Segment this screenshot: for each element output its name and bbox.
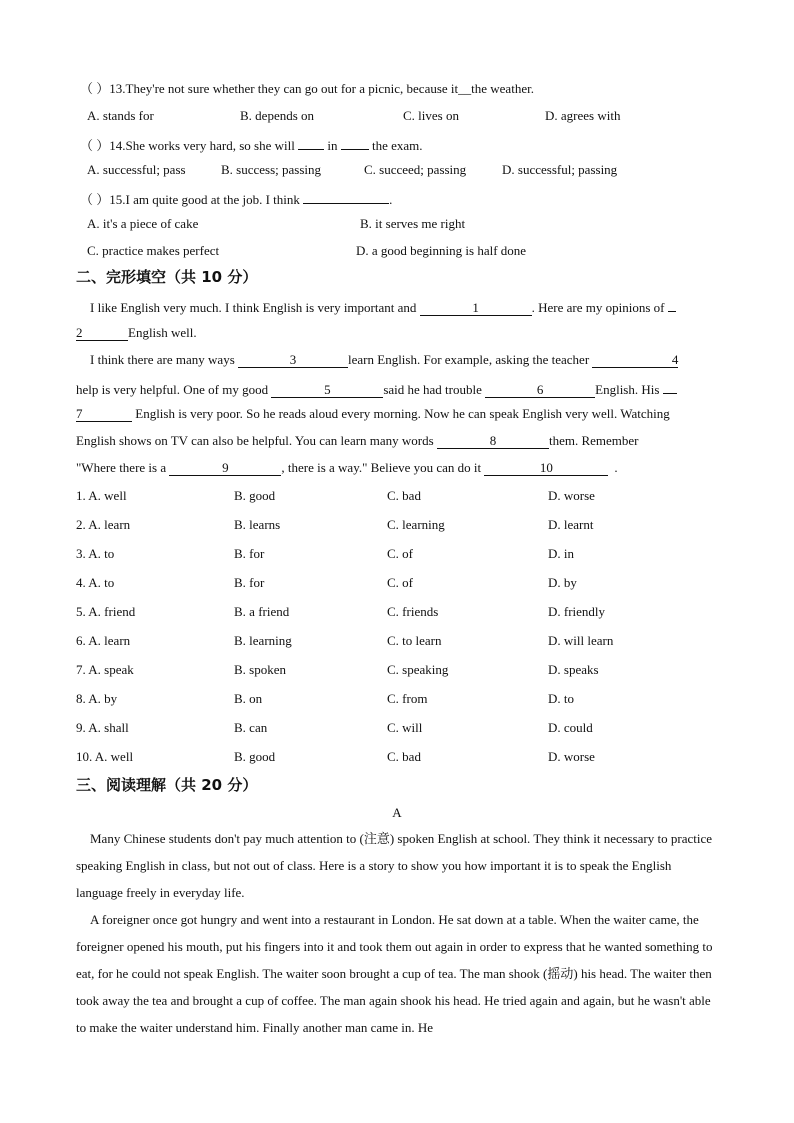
cloze-option-3-c[interactable]: C. of bbox=[387, 546, 413, 561]
passage-text: said he had trouble bbox=[383, 382, 486, 397]
blank-6[interactable]: 6 bbox=[485, 383, 595, 398]
cloze-line bbox=[90, 352, 678, 368]
cloze-option-8-b[interactable]: B. on bbox=[234, 691, 263, 706]
option-14-d[interactable]: D. successful; passing bbox=[502, 162, 618, 177]
passage-text: English is very poor. So he reads aloud every morning. Now he can speak English very well. Watching bbox=[132, 406, 670, 421]
cloze-line bbox=[76, 325, 197, 341]
option-15-b[interactable]: B. it serves me right bbox=[360, 216, 466, 231]
reading-paragraph-1: Many Chinese students don't pay much attention to (注意) spoken English at school. They think it necessary to practice speaking English in class, but not out of class. Here is a story to show you how important it is to speak the English language freely in everyday life. bbox=[76, 831, 713, 900]
cloze-line bbox=[76, 433, 638, 449]
option-14-a[interactable]: A. successful; pass bbox=[87, 162, 186, 177]
question-stem: 15.I am quite good at the job. I think bbox=[109, 192, 304, 207]
blank-2[interactable]: 2 bbox=[76, 326, 128, 341]
cloze-option-6-c[interactable]: C. to learn bbox=[387, 633, 442, 648]
answer-paren[interactable]: （ ） bbox=[80, 81, 110, 96]
section-heading-reading: 三、阅读理解（共 20 分） bbox=[76, 776, 258, 794]
blank-7[interactable]: 7 bbox=[76, 407, 132, 422]
cloze-option-8-a[interactable]: 8. A. by bbox=[76, 691, 118, 706]
blank-5[interactable]: 5 bbox=[271, 383, 383, 398]
cloze-option-7-c[interactable]: C. speaking bbox=[387, 662, 449, 677]
cloze-option-5-c[interactable]: C. friends bbox=[387, 604, 439, 619]
cloze-option-1-c[interactable]: C. bad bbox=[387, 488, 421, 503]
question-stem: 14.She works very hard, so she will bbox=[109, 138, 299, 153]
cloze-option-1-b[interactable]: B. good bbox=[234, 488, 276, 503]
passage-label: A bbox=[392, 805, 402, 820]
option-15-c[interactable]: C. practice makes perfect bbox=[87, 243, 220, 258]
blank-9[interactable]: 9 bbox=[169, 461, 281, 476]
cloze-option-10-c[interactable]: C. bad bbox=[387, 749, 421, 764]
cloze-option-5-a[interactable]: 5. A. friend bbox=[76, 604, 136, 619]
question-15 bbox=[80, 189, 392, 208]
cloze-option-7-a[interactable]: 7. A. speak bbox=[76, 662, 134, 677]
answer-paren[interactable]: （ ） bbox=[80, 138, 110, 153]
cloze-option-3-a[interactable]: 3. A. to bbox=[76, 546, 115, 561]
passage-text: help is very helpful. One of my good bbox=[76, 382, 272, 397]
passage-text: , there is a way." Believe you can do it bbox=[281, 460, 485, 475]
blank[interactable] bbox=[303, 189, 389, 204]
cloze-option-9-d[interactable]: D. could bbox=[548, 720, 593, 735]
blank-7-start bbox=[663, 379, 677, 394]
cloze-option-5-b[interactable]: B. a friend bbox=[234, 604, 290, 619]
cloze-option-4-c[interactable]: C. of bbox=[387, 575, 413, 590]
question-13 bbox=[80, 81, 534, 97]
question-stem: . bbox=[389, 192, 393, 207]
question-14 bbox=[80, 135, 423, 154]
cloze-line bbox=[76, 460, 618, 476]
section-heading-cloze: 二、完形填空（共 10 分） bbox=[76, 268, 258, 286]
cloze-option-10-b[interactable]: B. good bbox=[234, 749, 276, 764]
passage-text: English well. bbox=[128, 325, 197, 340]
cloze-option-4-b[interactable]: B. for bbox=[234, 575, 265, 590]
cloze-option-2-a[interactable]: 2. A. learn bbox=[76, 517, 131, 532]
cloze-option-1-a[interactable]: 1. A. well bbox=[76, 488, 127, 503]
blank-2-start bbox=[668, 297, 676, 312]
cloze-option-4-a[interactable]: 4. A. to bbox=[76, 575, 115, 590]
cloze-line bbox=[76, 406, 670, 422]
blank-10[interactable]: 10 bbox=[484, 461, 608, 476]
cloze-option-8-c[interactable]: C. from bbox=[387, 691, 428, 706]
cloze-option-3-b[interactable]: B. for bbox=[234, 546, 265, 561]
cloze-option-9-a[interactable]: 9. A. shall bbox=[76, 720, 129, 735]
option-15-d[interactable]: D. a good beginning is half done bbox=[356, 243, 527, 258]
passage-text: . Here are my opinions of bbox=[531, 300, 668, 315]
cloze-line bbox=[76, 379, 677, 398]
passage-text: them. Remember bbox=[548, 433, 639, 448]
blank-1[interactable]: 1 bbox=[420, 301, 532, 316]
question-stem: the exam. bbox=[368, 138, 423, 153]
passage-text: English shows on TV can also be helpful. You can learn many words bbox=[76, 433, 437, 448]
blank[interactable] bbox=[341, 135, 369, 150]
cloze-option-6-b[interactable]: B. learning bbox=[234, 633, 292, 648]
answer-paren[interactable]: （ ） bbox=[80, 192, 110, 207]
cloze-line bbox=[90, 297, 676, 316]
cloze-option-7-b[interactable]: B. spoken bbox=[234, 662, 286, 677]
passage-text: English. His bbox=[595, 382, 663, 397]
cloze-option-10-d[interactable]: D. worse bbox=[548, 749, 595, 764]
blank[interactable] bbox=[298, 135, 324, 150]
passage-text: learn English. For example, asking the teacher bbox=[348, 352, 593, 367]
cloze-option-2-b[interactable]: B. learns bbox=[234, 517, 281, 532]
cloze-option-2-c[interactable]: C. learning bbox=[387, 517, 445, 532]
cloze-option-8-d[interactable]: D. to bbox=[548, 691, 574, 706]
cloze-option-9-b[interactable]: B. can bbox=[234, 720, 268, 735]
option-13-c[interactable]: C. lives on bbox=[403, 108, 459, 123]
option-14-b[interactable]: B. success; passing bbox=[221, 162, 322, 177]
question-stem: in bbox=[324, 138, 341, 153]
cloze-option-6-d[interactable]: D. will learn bbox=[548, 633, 614, 648]
cloze-option-10-a[interactable]: 10. A. well bbox=[76, 749, 134, 764]
cloze-option-9-c[interactable]: C. will bbox=[387, 720, 423, 735]
cloze-option-7-d[interactable]: D. speaks bbox=[548, 662, 599, 677]
cloze-option-3-d[interactable]: D. in bbox=[548, 546, 574, 561]
option-13-a[interactable]: A. stands for bbox=[87, 108, 154, 123]
cloze-option-2-d[interactable]: D. learnt bbox=[548, 517, 594, 532]
cloze-option-4-d[interactable]: D. by bbox=[548, 575, 577, 590]
blank-3[interactable]: 3 bbox=[238, 353, 348, 368]
passage-text: "Where there is a bbox=[76, 460, 170, 475]
passage-text: I think there are many ways bbox=[90, 352, 239, 367]
option-13-b[interactable]: B. depends on bbox=[240, 108, 315, 123]
cloze-option-6-a[interactable]: 6. A. learn bbox=[76, 633, 131, 648]
option-14-c[interactable]: C. succeed; passing bbox=[364, 162, 467, 177]
option-13-d[interactable]: D. agrees with bbox=[545, 108, 621, 123]
blank-4[interactable]: 4 bbox=[592, 353, 678, 368]
reading-paragraph-2: A foreigner once got hungry and went into a restaurant in London. He sat down at a table. When the waiter came, the foreigner opened his mouth, put his fingers into it and took them out again in order to express that he wanted something to eat, for he could not speak English. The waiter soon brought a cup of tea. The man shook (摇动) his head. The waiter then took away the tea and brought a cup of coffee. The man again shook his head. He tried again and again, but he wasn't able to make the waiter understand him. Finally another man came in. He bbox=[76, 912, 713, 1035]
blank-8[interactable]: 8 bbox=[437, 434, 549, 449]
question-stem: 13.They're not sure whether they can go out for a picnic, because it__the weather. bbox=[109, 81, 534, 96]
option-15-a[interactable]: A. it's a piece of cake bbox=[87, 216, 199, 231]
passage-text: I like English very much. I think English is very important and bbox=[90, 300, 420, 315]
cloze-option-5-d[interactable]: D. friendly bbox=[548, 604, 606, 619]
passage-text: . bbox=[614, 460, 618, 475]
cloze-option-1-d[interactable]: D. worse bbox=[548, 488, 595, 503]
